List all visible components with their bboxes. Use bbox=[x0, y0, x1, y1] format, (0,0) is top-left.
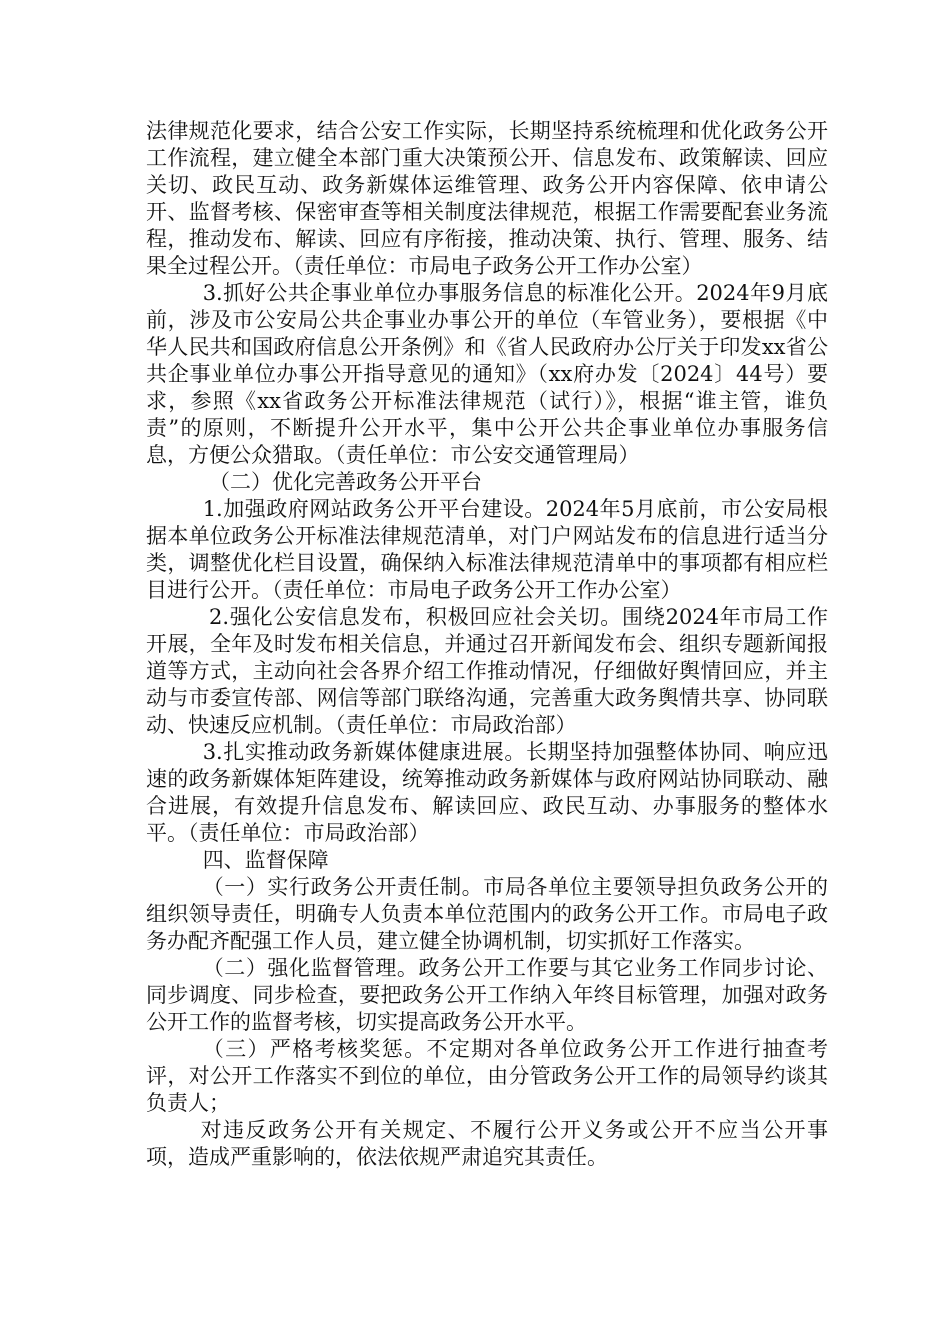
paragraph-item-3-public-enterprise: 3.抓好公共企事业单位办事服务信息的标准化公开。2024年9月底前，涉及市公安局公共企事业办事公开的单位（车管业务），要根据《中华人民共和国政府信息公开条例》和《省人民政府办公厅关于印发xx省公共企事业单位办事公开指导意见的通知》（xx府办发〔2024〕44号）要求，参照《xx省政务公开标准法律规范（试行）》，根据“谁主管，谁负责”的原则，不断提升公开水平，集中公开公共企事业单位办事服务信息，方便公众猎取。（责任单位：市公安交通管理局） bbox=[146, 281, 828, 467]
paragraph-responsibility: （一）实行政务公开责任制。市局各单位主要领导担负政务公开的组织领导责任，明确专人负责本单位范围内的政务公开工作。市局电子政务办配齐配强工作人员，建立健全协调机制，切实抓好工作落实。 bbox=[146, 875, 828, 953]
paragraph-item-1-website: 1.加强政府网站政务公开平台建设。2024年5月底前，市公安局根据本单位政务公开标准法律规范清单，对门户网站发布的信息进行适当分类，调整优化栏目设置，确保纳入标准法律规范清单中的事项都有相应栏目进行公开。（责任单位：市局电子政务公开工作办公室） bbox=[146, 497, 828, 602]
section-heading-supervision: 四、监督保障 bbox=[202, 848, 329, 872]
paragraph-item-3-new-media: 3.扎实推动政务新媒体健康进展。长期坚持加强整体协同、响应迅速的政务新媒体矩阵建设，统筹推动政务新媒体与政府网站协同联动、融合进展，有效提升信息发布、解读回应、政民互动、办事服务的整体水平。（责任单位：市局政治部） bbox=[146, 740, 828, 845]
paragraph-item-2-info-release: 2.强化公安信息发布，积极回应社会关切。围绕2024年市局工作开展，全年及时发布相关信息，并通过召开新闻发布会、组织专题新闻报道等方式，主动向社会各界介绍工作推动情况，仔细做好舆情回应，并主动与市委宣传部、网信等部门联络沟通，完善重大政务舆情共享、协同联动、快速反应机制。（责任单位：市局政治部） bbox=[146, 605, 828, 737]
paragraph-continued-regulations: 法律规范化要求，结合公安工作实际，长期坚持系统梳理和优化政务公开工作流程，建立健全本部门重大决策预公开、信息发布、政策解读、回应关切、政民互动、政务新媒体运维管理、政务公开内容保障、依申请公开、监督考核、保密审查等相关制度法律规范，根据工作需要配套业务流程，推动发布、解读、回应有序衔接，推动决策、执行、管理、服务、结果全过程公开。（责任单位：市局电子政务公开工作办公室） bbox=[146, 119, 828, 278]
paragraph-supervision-management: （二）强化监督管理。政务公开工作要与其它业务工作同步讨论、同步调度、同步检查，要把政务公开工作纳入年终目标管理，加强对政务公开工作的监督考核，切实提高政务公开水平。 bbox=[146, 956, 828, 1034]
document-body bbox=[146, 118, 828, 1171]
section-heading-platform: （二）优化完善政务公开平台 bbox=[209, 470, 482, 494]
paragraph-accountability: 对违反政务公开有关规定、不履行公开义务或公开不应当公开事项，造成严重影响的，依法依规严肃追究其责任。 bbox=[146, 1118, 828, 1169]
paragraph-assessment: （三）严格考核奖惩。不定期对各单位政务公开工作进行抽查考评，对公开工作落实不到位的单位，由分管政务公开工作的局领导约谈其负责人； bbox=[146, 1037, 828, 1115]
